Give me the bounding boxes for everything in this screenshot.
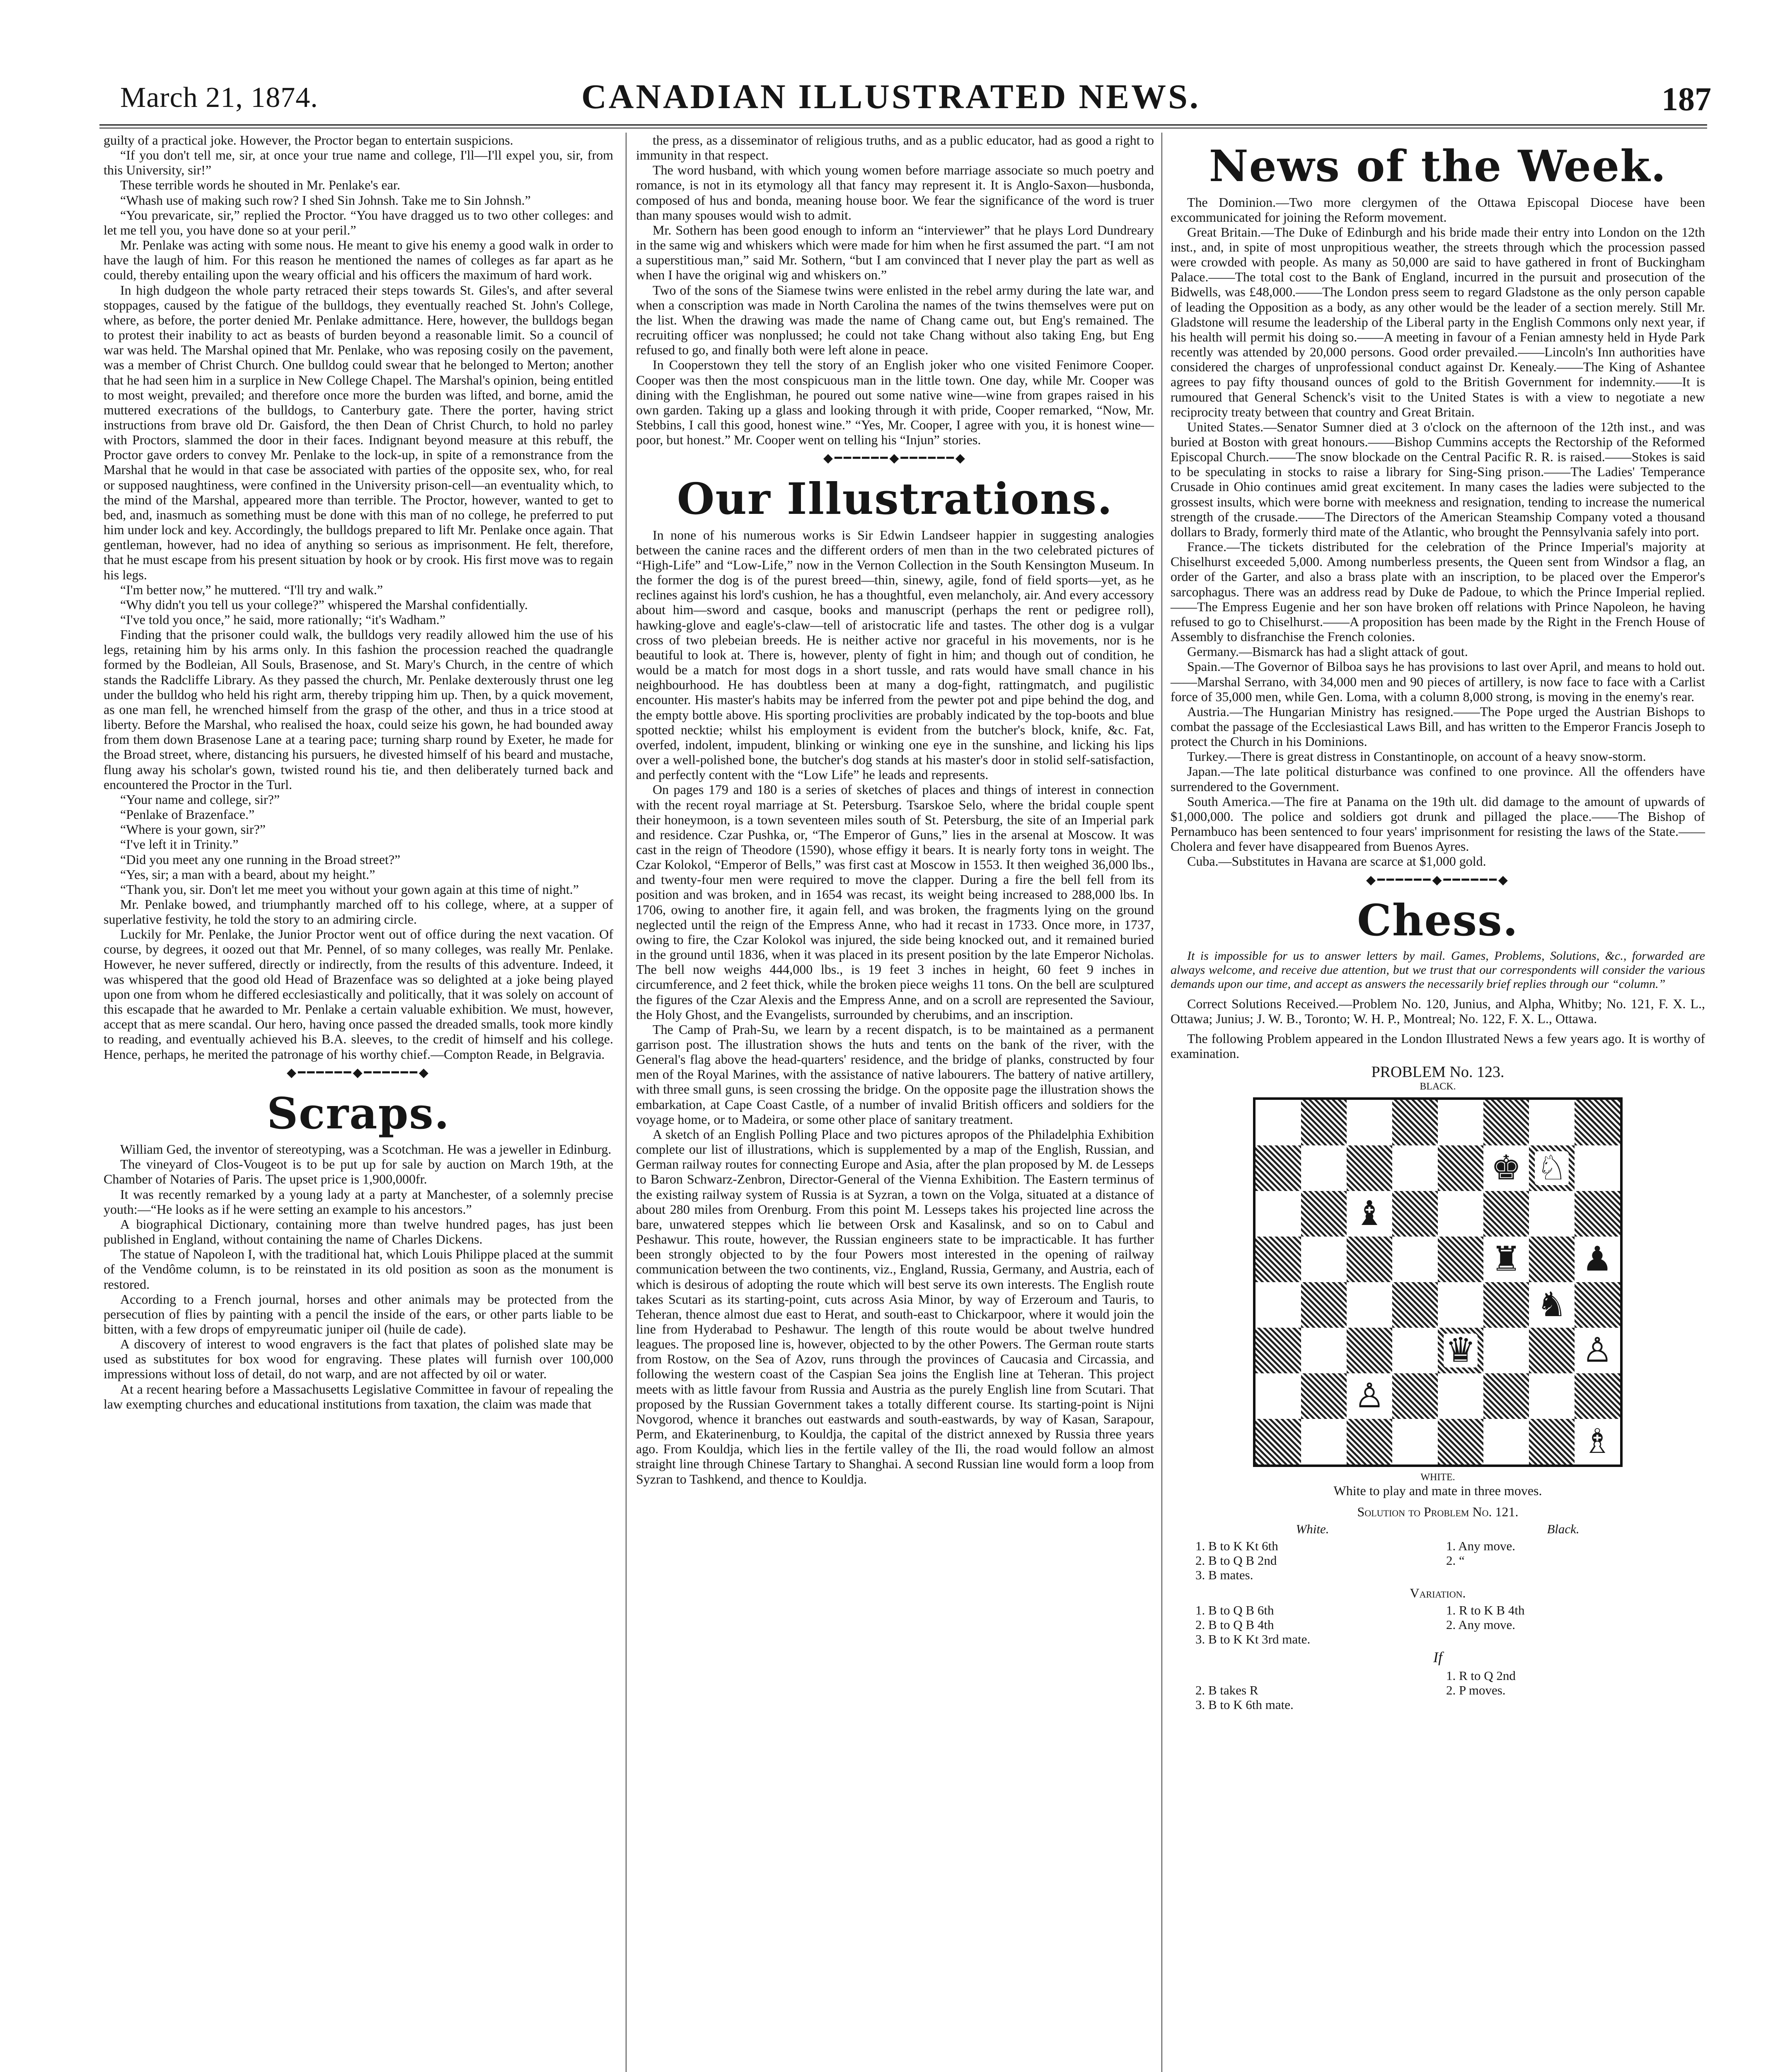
board-square xyxy=(1347,1282,1392,1328)
board-square xyxy=(1347,1237,1392,1282)
board-square xyxy=(1529,1100,1575,1145)
news-item: Turkey.—There is great distress in Constantinople, on account of a heavy snow-storm. xyxy=(1187,749,1646,764)
board-square xyxy=(1575,1100,1620,1145)
board-square xyxy=(1438,1373,1483,1419)
black-move: 2. Any move. xyxy=(1446,1617,1516,1632)
board-square xyxy=(1575,1237,1620,1282)
scrap-item: A biographical Dictionary, containing more than twelve hundred pages, has just been published in England, without containing the name of Charles Dickens. xyxy=(104,1216,613,1247)
board-square xyxy=(1575,1373,1620,1419)
chess-piece: ♞ xyxy=(1535,1288,1569,1322)
board-square xyxy=(1301,1191,1347,1237)
paragraph: the press, as a disseminator of religious truths, and as a public educator, had as good a right to immunity in that respect. xyxy=(636,133,1154,163)
paragraph: “I've told you once,” he said, more rationally; “it's Wadham.” xyxy=(120,612,445,627)
black-move: 2. P moves. xyxy=(1446,1682,1506,1697)
column-2 xyxy=(636,133,1154,1486)
black-move xyxy=(1446,1697,1680,1712)
newspaper-title: CANADIAN ILLUSTRATED NEWS. xyxy=(581,77,1200,116)
scrap-item: According to a French journal, horses and other animals may be protected from the persecution of flies by painting with a pencil the inside of the ears, or other parts liable to be bitten, with a few drops of empyreumatic juniper oil (huile de cade). xyxy=(104,1291,613,1336)
news-item: France.—The tickets distributed for the celebration of the Prince Imperial's majority at Chiselhurst exceeded 5,000. Among numberless presents, the Queen sent from Windsor a flag, an order of the Garter, and also a brass plate with an inscription, to be placed over the Emperor's sarcophagus. There was an address read by Duke de Padoue, to which the Prince Imperial replied.——The Empress Eugenie and her son have broken off relations with Prince Napoleon, he having refused to go to Chiselhurst.——A proposition has been made by the Right in the French House of Assembly to disfranchise the French colonies. xyxy=(1171,539,1705,644)
news-item: Cuba.—Substitutes in Havana are scarce at $1,000 gold. xyxy=(1187,854,1486,869)
black-move: 1. R to K B 4th xyxy=(1446,1602,1525,1617)
solution-variation xyxy=(1195,1603,1680,1646)
board-square xyxy=(1347,1419,1392,1464)
board-square xyxy=(1483,1145,1529,1191)
paragraph: “Penlake of Brazenface.” xyxy=(120,807,255,822)
paragraph: “Where is your gown, sir?” xyxy=(120,822,266,837)
column-3 xyxy=(1171,133,1705,1714)
board-square xyxy=(1438,1191,1483,1237)
black-move xyxy=(1446,1568,1680,1582)
paragraph: “Thank you, sir. Don't let me meet you without your gown again at this time of night.” xyxy=(120,881,579,897)
white-move: 1. B to Q B 6th xyxy=(1195,1602,1274,1617)
scrap-item: A discovery of interest to wood engravers is the fact that plates of polished slate may be used as substitutes for box wood for engraving. These plates will furnish over 100,000 impressions without loss of detail, do not warp, and are not affected by oil or water. xyxy=(104,1336,613,1382)
chess-heading: Chess. xyxy=(1357,895,1519,946)
paragraph: In Cooperstown they tell the story of an English joker who one visited Fenimore Cooper. Cooper was then the most conspicuous man in the little town. One day, while Mr. Cooper was dining with the Englishman, he poured out some native wine—wine from grapes raised in his own garden. Taking up a glass and looking through it with pride, Cooper remarked, “Now, Mr. Stebbins, I call this good, honest wine.” “Yes, Mr. Cooper, I agree with you, it is honest wine—poor, but honest.” Mr. Cooper went on telling his “Injun” stories. xyxy=(636,357,1154,448)
board-square xyxy=(1347,1100,1392,1145)
black-move xyxy=(1446,1632,1680,1646)
scrap-item: The statue of Napoleon I, with the traditional hat, which Louis Philippe placed at the summit of the Vendôme column, is to be reinstated in its old position as soon as the monument is restored. xyxy=(104,1247,613,1292)
board-square xyxy=(1255,1328,1301,1373)
paragraph: “If you don't tell me, sir, at once your true name and college, I'll—I'll expel you, sir, from this University, sir!” xyxy=(104,148,613,178)
board-square xyxy=(1483,1328,1529,1373)
chess-diagram xyxy=(1171,1097,1705,1467)
paragraph: Mr. Sothern has been good enough to inform an “interviewer” that he plays Lord Dundreary in the same wig and whiskers which were made for him when he first assumed the part. “I am not a superstitious man,” said Mr. Sothern, “but I am convinced that I never play the part as well as when I have the original wig and whiskers on.” xyxy=(636,222,1154,283)
white-move: 2. B takes R xyxy=(1195,1682,1258,1697)
board-square xyxy=(1347,1328,1392,1373)
chess-piece: ♗ xyxy=(1580,1425,1614,1459)
board-square xyxy=(1392,1373,1438,1419)
board-square xyxy=(1255,1100,1301,1145)
board-square xyxy=(1301,1237,1347,1282)
illustrations-heading: Our Illustrations. xyxy=(677,473,1113,525)
board-square xyxy=(1529,1191,1575,1237)
chess-piece: ♝ xyxy=(1352,1197,1386,1231)
board-square xyxy=(1301,1100,1347,1145)
issue-date: March 21, 1874. xyxy=(120,82,318,114)
chess-board xyxy=(1253,1097,1623,1467)
board-square xyxy=(1347,1145,1392,1191)
board-square xyxy=(1483,1282,1529,1328)
board-square xyxy=(1392,1419,1438,1464)
board-square xyxy=(1301,1145,1347,1191)
page-number: 187 xyxy=(1662,81,1711,118)
board-square xyxy=(1483,1237,1529,1282)
black-label: BLACK. xyxy=(1420,1081,1456,1092)
masthead-rule xyxy=(99,124,1707,126)
solution-title: Solution to Problem No. 121. xyxy=(1357,1504,1519,1519)
ornamental-rule: ◆━━━━━━◆━━━━━━◆ xyxy=(287,1065,430,1080)
chess-piece: ♙ xyxy=(1580,1334,1614,1368)
problem-instruction: White to play and mate in three moves. xyxy=(1333,1483,1542,1498)
chess-piece: ♛ xyxy=(1444,1334,1478,1368)
board-square xyxy=(1347,1373,1392,1419)
white-move: 2. B to Q B 2nd xyxy=(1195,1553,1277,1568)
news-item: South America.—The fire at Panama on the 19th ult. did damage to the amount of upwards of $1,000,000. The police and soldiers got drunk and pillaged the place.——The Bishop of Pernambuco has been sentenced to four years' imprisonment for resisting the laws of the State.——Cholera and fever have disappeared from Buenos Ayres. xyxy=(1171,794,1705,854)
illustrations-section xyxy=(636,528,1154,1486)
board-square xyxy=(1483,1419,1529,1464)
board-square xyxy=(1438,1100,1483,1145)
black-move: 1. Any move. xyxy=(1446,1538,1516,1553)
paragraph: The Camp of Prah-Su, we learn by a recent dispatch, is to be maintained as a permanent garrison post. The illustration shows the huts and tents on the bank of the river, with the General's flag above the head-quarters' residence, and the bridge of planks, constructed by four men of the Royal Marines, with the assistance of native labourers. The battery of native artillery, with three small guns, is seen crossing the bridge. On the opposite page the illustration shows the embarkation, at Cape Coast Castle, of a number of invalid British officers and soldiers for the voyage home, or to Madeira, or some other place of sanitary treatment. xyxy=(636,1021,1154,1127)
scrap-item: At a recent hearing before a Massachusetts Legislative Committee in favour of repealing the law exempting churches and educational institutions from taxation, the claim was made that xyxy=(104,1381,613,1411)
board-square xyxy=(1529,1145,1575,1191)
news-item: United States.—Senator Sumner died at 3 o'clock on the afternoon of the 12th inst., and was buried at Boston with great honours.——Bishop Cummins accepts the Rectorship of the Reformed Episcopal Church.——The snow blockade on the Central Pacific R. R. is raised.——Stokes is said to be speculating in stocks to raise a library for Sing-Sing prison.——The Ladies' Temperance Crusade in Ohio continues amid great excitement. In many cases the ladies were subjected to the grossest insults, which were borne with meekness and resignation, tending to increase the numerical strength of the crusade.——The Directors of the American Steamship Company voted a thousand dollars to Brady, formerly third mate of the Atlantic, who brought the Pennsylvania safely into port. xyxy=(1171,419,1705,539)
board-square xyxy=(1529,1419,1575,1464)
paragraph: “Yes, sir; a man with a beard, about my height.” xyxy=(120,867,375,882)
board-square xyxy=(1483,1191,1529,1237)
board-square xyxy=(1529,1282,1575,1328)
board-square xyxy=(1301,1282,1347,1328)
paragraph: Mr. Penlake was acting with some nous. He meant to give his enemy a good walk in order to have the laugh of him. For this reason he mentioned the names of colleges as far apart as he could, thereby entailing upon the weary official and his officers the maximum of hard work. xyxy=(104,237,613,283)
chess-piece: ♟ xyxy=(1580,1242,1614,1276)
white-move: 3. B to K Kt 3rd mate. xyxy=(1195,1631,1311,1646)
paragraph: “Whash use of making such row? I shed Sin Johnsh. Take me to Sin Johnsh.” xyxy=(120,192,531,208)
ornamental-rule: ◆━━━━━━◆━━━━━━◆ xyxy=(823,451,967,465)
board-square xyxy=(1392,1237,1438,1282)
board-square xyxy=(1255,1419,1301,1464)
story-continuation xyxy=(104,133,613,1062)
paragraph: Mr. Penlake bowed, and triumphantly marched off to his college, where, at a supper of superlative festivity, he told the story to an admiring circle. xyxy=(104,896,613,927)
paragraph: Two of the sons of the Siamese twins were enlisted in the rebel army during the late war, and when a conscription was made in North Carolina the names of the twins themselves were put on the list. When the drawing was made the name of Chang came out, but Eng's remained. The recruiting officer was nonplussed; he could not take Chang without also taking Eng, but Eng refused to go, and finally both were left alone in peace. xyxy=(636,282,1154,358)
board-square xyxy=(1438,1237,1483,1282)
chess-piece: ♚ xyxy=(1489,1151,1523,1185)
board-square xyxy=(1529,1373,1575,1419)
column-divider xyxy=(1161,133,1162,2072)
board-square xyxy=(1347,1191,1392,1237)
news-item: Austria.—The Hungarian Ministry has resigned.——The Pope urged the Austrian Bishops to combat the passage of the Ecclesiastical Laws Bill, and has written to the Emperor Francis Joseph to protect the Church in his Dominions. xyxy=(1171,704,1705,749)
paragraph: “Did you meet any one running in the Broad street?” xyxy=(120,852,401,867)
board-square xyxy=(1255,1237,1301,1282)
board-square xyxy=(1255,1145,1301,1191)
chess-piece: ♙ xyxy=(1352,1379,1386,1413)
scrap-item: William Ged, the inventor of stereotyping, was a Scotchman. He was a jeweller in Edinburg. xyxy=(120,1142,612,1157)
masthead xyxy=(70,79,1711,120)
white-label: WHITE. xyxy=(1420,1472,1455,1483)
paragraph: In none of his numerous works is Sir Edwin Landseer happier in suggesting analogies between the canine races and the different orders of men than in the two celebrated pictures of “High-Life” and “Low-Life,” now in the Vernon Collection in the South Kensington Museum. In the former the dog is of the purest breed—thin, sinewy, agile, fond of field sports—yet, as he reclines against his lord's cushion, he has a thoughtful, even melancholy, air. And every accessory about him—sword and casque, books and manuscript (perhaps the rent or pedigree roll), hawking-glove and eagle's-claw—tell of aristocratic life and tastes. The other dog is a vulgar cross of two plebeian breeds. He is neither active nor graceful in his movements, nor is he beautiful to look at. There is, however, plenty of fight in him; and though out of condition, he would be a match for most dogs in a short tussle, and rats would have small chance in his neighbourhood. He has doubtless been at many a dog-fight, rattingmatch, and pugilistic encounter. His master's habits may be inferred from the pewter pot and pipe behind the dog, and the empty bottle above. His sporting proclivities are probably indicated by the top-boots and blue spotted necktie; whilst his employment is evident from the butcher's block, knife, &c. Fat, overfed, indolent, impudent, blinking or winking one eye in the sunshine, and licking his lips over a well-polished bone, the butcher's dog stands at his master's door in stolid self-satisfaction, and perfectly content with the “Low Life” he leads and represents. xyxy=(636,527,1154,782)
variation-label: Variation. xyxy=(1410,1585,1466,1600)
white-move: 3. B mates. xyxy=(1195,1567,1253,1582)
problem-title: PROBLEM No. 123. xyxy=(1371,1063,1505,1081)
chess-notice: It is impossible for us to answer letters by mail. Games, Problems, Solutions, &c., forwarded are always welcome, and receive due attention, but we trust that our correspondents will consider the various demands upon our time, and accept as answers the necessarily brief replies through our “column.” xyxy=(1171,949,1705,991)
column-1 xyxy=(104,133,613,1411)
board-square xyxy=(1301,1328,1347,1373)
paragraph: Finding that the prisoner could walk, the bulldogs very readily allowed him the use of his legs, retaining him by his arms only. In this fashion the procession reached the quadrangle formed by the Bodleian, All Souls, Brasenose, and St. Mary's Church, in the centre of which stands the Radcliffe Library. As they passed the church, Mr. Penlake dexterously thrust one leg under the bulldog who held his right arm, thereby tripping him up. Then, by a quick movement, as one man fell, he wrenched himself from the grasp of the other, and thus in a trice stood at liberty. Before the Marshal, who realised the hoax, could seize his gown, he had bounded away from them down Brasenose Lane at a tearing pace; turning sharp round by Exeter, he made for the Broad street, where, distancing his pursuers, he divested himself of his beard and mustache, flung away his scholar's gown, twisted round his tie, and then deliberately turned back and encountered the Proctor in the Turl. xyxy=(104,627,613,792)
black-column-label: Black. xyxy=(1547,1521,1580,1536)
board-square xyxy=(1438,1419,1483,1464)
board-square xyxy=(1392,1100,1438,1145)
paragraph: “You prevaricate, sir,” replied the Proctor. “You have dragged us to two other colleges: and let me tell you, you have done so at your peril.” xyxy=(104,207,613,237)
board-square xyxy=(1438,1328,1483,1373)
board-square xyxy=(1255,1282,1301,1328)
black-move: 2. “ xyxy=(1446,1553,1465,1568)
paragraph: “Your name and college, sir?” xyxy=(120,792,280,807)
white-move xyxy=(1195,1668,1430,1683)
solution-if-line xyxy=(1195,1668,1680,1712)
board-square xyxy=(1438,1145,1483,1191)
paragraph: These terrible words he shouted in Mr. Penlake's ear. xyxy=(120,177,400,193)
scraps-section xyxy=(104,1142,613,1411)
board-square xyxy=(1483,1100,1529,1145)
board-square xyxy=(1575,1282,1620,1328)
ornamental-rule: ◆━━━━━━◆━━━━━━◆ xyxy=(1366,873,1509,887)
news-section xyxy=(1171,195,1705,869)
board-square xyxy=(1575,1145,1620,1191)
paragraph: “Why didn't you tell us your college?” whispered the Marshal confidentially. xyxy=(120,597,528,612)
paragraph: Luckily for Mr. Penlake, the Junior Proctor went out of office during the next vacation. Of course, by degrees, it oozed out that Mr. Pennel, of so many colleges, was really Mr. Penlake. However, he never suffered, directly or indirectly, from the results of this adventure. Indeed, it was whispered that the good old Head of Brazenface was so delighted at a joke being played upon one from whom he differed ecclesiastically and politically, that it was solely on account of this escapade that he awarded to Mr. Penlake a certain valuable exhibition. We must, however, accept that as mere scandal. Our hero, having once passed the dreaded smalls, took more kindly to reading, and eventually achieved his B.A. sleeves, to the credit of himself and his college. Hence, perhaps, he merited the patronage of his worthy chief.—Compton Reade, in Belgravia. xyxy=(104,927,613,1062)
scraps-heading: Scraps. xyxy=(266,1087,450,1139)
problem-intro: The following Problem appeared in the London Illustrated News a few years ago. It is worthy of examination. xyxy=(1171,1031,1705,1061)
white-move: 2. B to Q B 4th xyxy=(1195,1617,1274,1632)
board-square xyxy=(1255,1373,1301,1419)
solution-main-line xyxy=(1195,1539,1680,1582)
board-square xyxy=(1392,1328,1438,1373)
white-column-label: White. xyxy=(1296,1521,1329,1536)
news-heading: News of the Week. xyxy=(1209,140,1667,191)
black-move: 1. R to Q 2nd xyxy=(1446,1668,1516,1683)
board-square xyxy=(1575,1191,1620,1237)
news-item: The Dominion.—Two more clergymen of the Ottawa Episcopal Diocese have been excommunicated for joining the Reform movement. xyxy=(1171,194,1705,225)
board-square xyxy=(1575,1328,1620,1373)
paragraph: “I'm better now,” he muttered. “I'll try and walk.” xyxy=(120,582,383,597)
paragraph: “I've left it in Trinity.” xyxy=(120,837,239,852)
board-square xyxy=(1392,1145,1438,1191)
news-item: Great Britain.—The Duke of Edinburgh and his bride made their entry into London on the 12th inst., and, in spite of most unpropitious weather, the streets through which the procession passed were crowded with people. As many as 50,000 are said to have gathered in front of Buckingham Palace.——The total cost to the Bank of England, incurred in the pursuit and prosecution of the Bidwells, was £48,000.——The London press seem to regard Gladstone as the only person capable of leading the Opposition as a body, as any other would be the leader of a section merely. Still Mr. Gladstone will resume the leadership of the Liberal party in the English Commons only next year, if his health will permit his doing so.——A meeting in favour of a Fenian amnesty held in Hyde Park recently was attended by 20,000 persons. Good order prevailed.——Lincoln's Inn authorities have considered the charges of unprofessional conduct against Dr. Kenealy.——The King of Ashantee agrees to pay fifty thousand ounces of gold to the British Government for indemnity.——It is rumoured that General Schenck's visit to the United States is with a view to negotiate a new reciprocity treaty between that country and Great Britain. xyxy=(1171,224,1705,419)
board-square xyxy=(1392,1191,1438,1237)
scrap-item: It was recently remarked by a young lady at a party at Manchester, of a solemnly precise youth:—“He looks as if he were setting an example to his ancestors.” xyxy=(104,1186,613,1217)
chess-piece: ♘ xyxy=(1535,1151,1569,1185)
white-move: 1. B to K Kt 6th xyxy=(1195,1538,1278,1553)
paragraph: The word husband, with which young women before marriage associate so much poetry and romance, is not in its etymology all that fancy may represent it. It is Anglo-Saxon—husbonda, composed of hus and bonda, meaning house boor. We fear the significance of the word is truer than many spouses would wish to admit. xyxy=(636,162,1154,223)
news-item: Japan.—The late political disturbance was confined to one province. All the offenders have surrendered to the Government. xyxy=(1171,764,1705,794)
board-square xyxy=(1483,1373,1529,1419)
miscellany-section xyxy=(636,133,1154,447)
paragraph: On pages 179 and 180 is a series of sketches of places and things of interest in connection with the recent royal marriage at St. Petersburg. Tsarskoe Selo, where the bridal couple spent their honeymoon, is a town seventeen miles south of St. Petersburg, the site of an Imperial park and residence. Czar Pushka, or, “The Emperor of Guns,” lies in the arsenal at Moscow. It was cast in the reign of Theodore (1590), whose effigy it bears. It is nearly forty tons in weight. The Czar Kolokol, “Emperor of Bells,” was first cast at Moscow in 1553. It then weighed 36,000 lbs., and twenty-four men were required to move the clapper. During a fire the bell fell from its position and was broken, and in 1654 was recast, its weight being increased to 288,000 lbs. In 1706, owing to another fire, it again fell, and was broken, the fragments lying on the ground neglected until the reign of the Empress Anne, who had it recast in 1733. Once more, in 1737, owing to fire, the Czar Kolokol was injured, the side being knocked out, and it remained buried in the ground until 1836, when it was placed in its present position by the late Emperor Nicholas. The bell now weighs 444,000 lbs., is 19 feet 3 inches in height, 60 feet 9 inches in circumference, and 2 feet thick, while the broken piece weighs 11 tons. On the bell are sculptured the figures of the Czar Alexis and the Empress Anne, and on a scroll are represented the Saviour, the Holy Ghost, and the Evangelists, surrounded by cherubims, and an inscription. xyxy=(636,782,1154,1022)
paragraph: A sketch of an English Polling Place and two pictures apropos of the Philadelphia Exhibition complete our list of illustrations, which is supplemented by a map of the English, Russian, and German railway routes for connecting Europe and Asia, after the plan proposed by M. de Lesseps to Baron Schwarz-Zenbron, Director-General of the Vienna Exhibition. The Eastern terminus of the existing railway system of Russia is at Syzran, a town on the Volga, situated at a distance of about 280 miles from Orenburg. From this point M. Lesseps takes his projected line across the bare, unwatered steppes which lie between Orsk and Kasalinsk, and so on to Cabul and Peshawur. This route, however, the Russian engineers state to be impracticable. It has further been strongly objected to by the four Powers most interested in the opening of railway communication between the two continents, viz., England, Russia, Germany, and Austria, each of which is desirous of adopting the route which will best serve its own interests. The English route takes Scutari as its starting-point, cuts across Asia Minor, by way of Erzeroum and Tauris, to Teheran, thence almost due east to Herat, and south-east to Chickarpoor, where it would join the line from Hyderabad to Peshawur. The length of this route would be about twelve hundred leagues. The proposed line is, however, objected to by the other Powers. The German route starts from Rostow, on the Sea of Azov, runs through the provinces of Caucasia and Circassia, and following the western coast of the Caspian Sea joins the English line at Teheran. This project meets with as little favour from Russia and Austria as the purely English line from Scutari. That proposed by the Russian Government takes a totally different course. Its starting-point is Nijni Novgorod, whence it branches out eastwards and south-eastwards, by way of Kasan, Sarapour, Perm, and Ekaterinenburg, to Kouldja, the capital of the district annexed by Russia three years ago. From Kouldja, which lies in the fertile valley of the Ili, the road would follow an almost straight line through Chinese Tartary to Shanghai. A second Russian line would form a loop from Syzran to Tashkend, and thence to Kouldja. xyxy=(636,1126,1154,1486)
board-square xyxy=(1575,1419,1620,1464)
board-square xyxy=(1255,1191,1301,1237)
news-item: Germany.—Bismarck has had a slight attack of gout. xyxy=(1187,644,1468,659)
white-move: 3. B to K 6th mate. xyxy=(1195,1697,1294,1712)
chess-piece: ♜ xyxy=(1489,1242,1523,1276)
board-square xyxy=(1529,1237,1575,1282)
board-square xyxy=(1301,1419,1347,1464)
paragraph: In high dudgeon the whole party retraced their steps towards St. Giles's, and after several stoppages, caused by the fatigue of the bulldogs, they eventually reached St. John's College, where, as before, the porter denied Mr. Penlake admittance. Here, however, the bulldogs began to protest their inability to act as beasts of burden beyond a reasonable limit. So a council of war was held. The Marshal opined that Mr. Penlake, who was reposing cosily on the pavement, was a member of Christ Church. One bulldog could swear that he belonged to Merton; another that he had seen him in a surplice in New College Chapel. The Marshal's opinion, being entitled to most weight, prevailed; and therefore once more the burden was lifted, and borne, amid the muttered execrations of the bulldogs, to Canterbury gate. There the porter, having strict instructions from brave old Dr. Gaisford, the then Dean of Christ Church, to hold no parley with Proctors, slammed the door in their faces. Indignant beyond measure at this rebuff, the Proctor gave orders to convey Mr. Penlake to the lock-up, in spite of a remonstrance from the Marshal that he would in that case be associated with parties of the opposite sex, who, for real or supposed naughtiness, were confined in the University prison-cell—an eventuality which, to the mind of the Marshal, appeared more than terrible. The Proctor, however, wanted to get to bed, and, inasmuch as something must be done with this man of no college, he preferred to put him under lock and key. Accordingly, the bulldogs prepared to lift Mr. Penlake once again. That gentleman, however, had no idea of anything so serious as imprisonment. He felt, therefore, that he must escape from his present situation by hook or by crook. His first move was to regain his legs. xyxy=(104,282,613,582)
board-square xyxy=(1529,1328,1575,1373)
paragraph: guilty of a practical joke. However, the Proctor began to entertain suspicions. xyxy=(104,133,513,148)
news-item: Spain.—The Governor of Bilboa says he has provisions to last over April, and means to hold out.——Marshal Serrano, with 34,000 men and 90 pieces of artillery, is now face to face with a Carlist force of 35,000 men, while Gen. Loma, with a column 8,000 strong, is moving in the enemy's rear. xyxy=(1171,659,1705,704)
board-square xyxy=(1438,1282,1483,1328)
if-label: If xyxy=(1433,1648,1442,1665)
board-square xyxy=(1392,1282,1438,1328)
scrap-item: The vineyard of Clos-Vougeot is to be put up for sale by auction on March 19th, at the Chamber of Notaries of Paris. The upset price is 1,900,000fr. xyxy=(104,1157,613,1187)
correct-solutions: Correct Solutions Received.—Problem No. 120, Junius, and Alpha, Whitby; No. 121, F. X. L., Ottawa; Junius; J. W. B., Toronto; W. H. P., Montreal; No. 122, F. X. L., Ottawa. xyxy=(1171,996,1705,1026)
solution-header xyxy=(1195,1522,1680,1536)
board-square xyxy=(1301,1373,1347,1419)
